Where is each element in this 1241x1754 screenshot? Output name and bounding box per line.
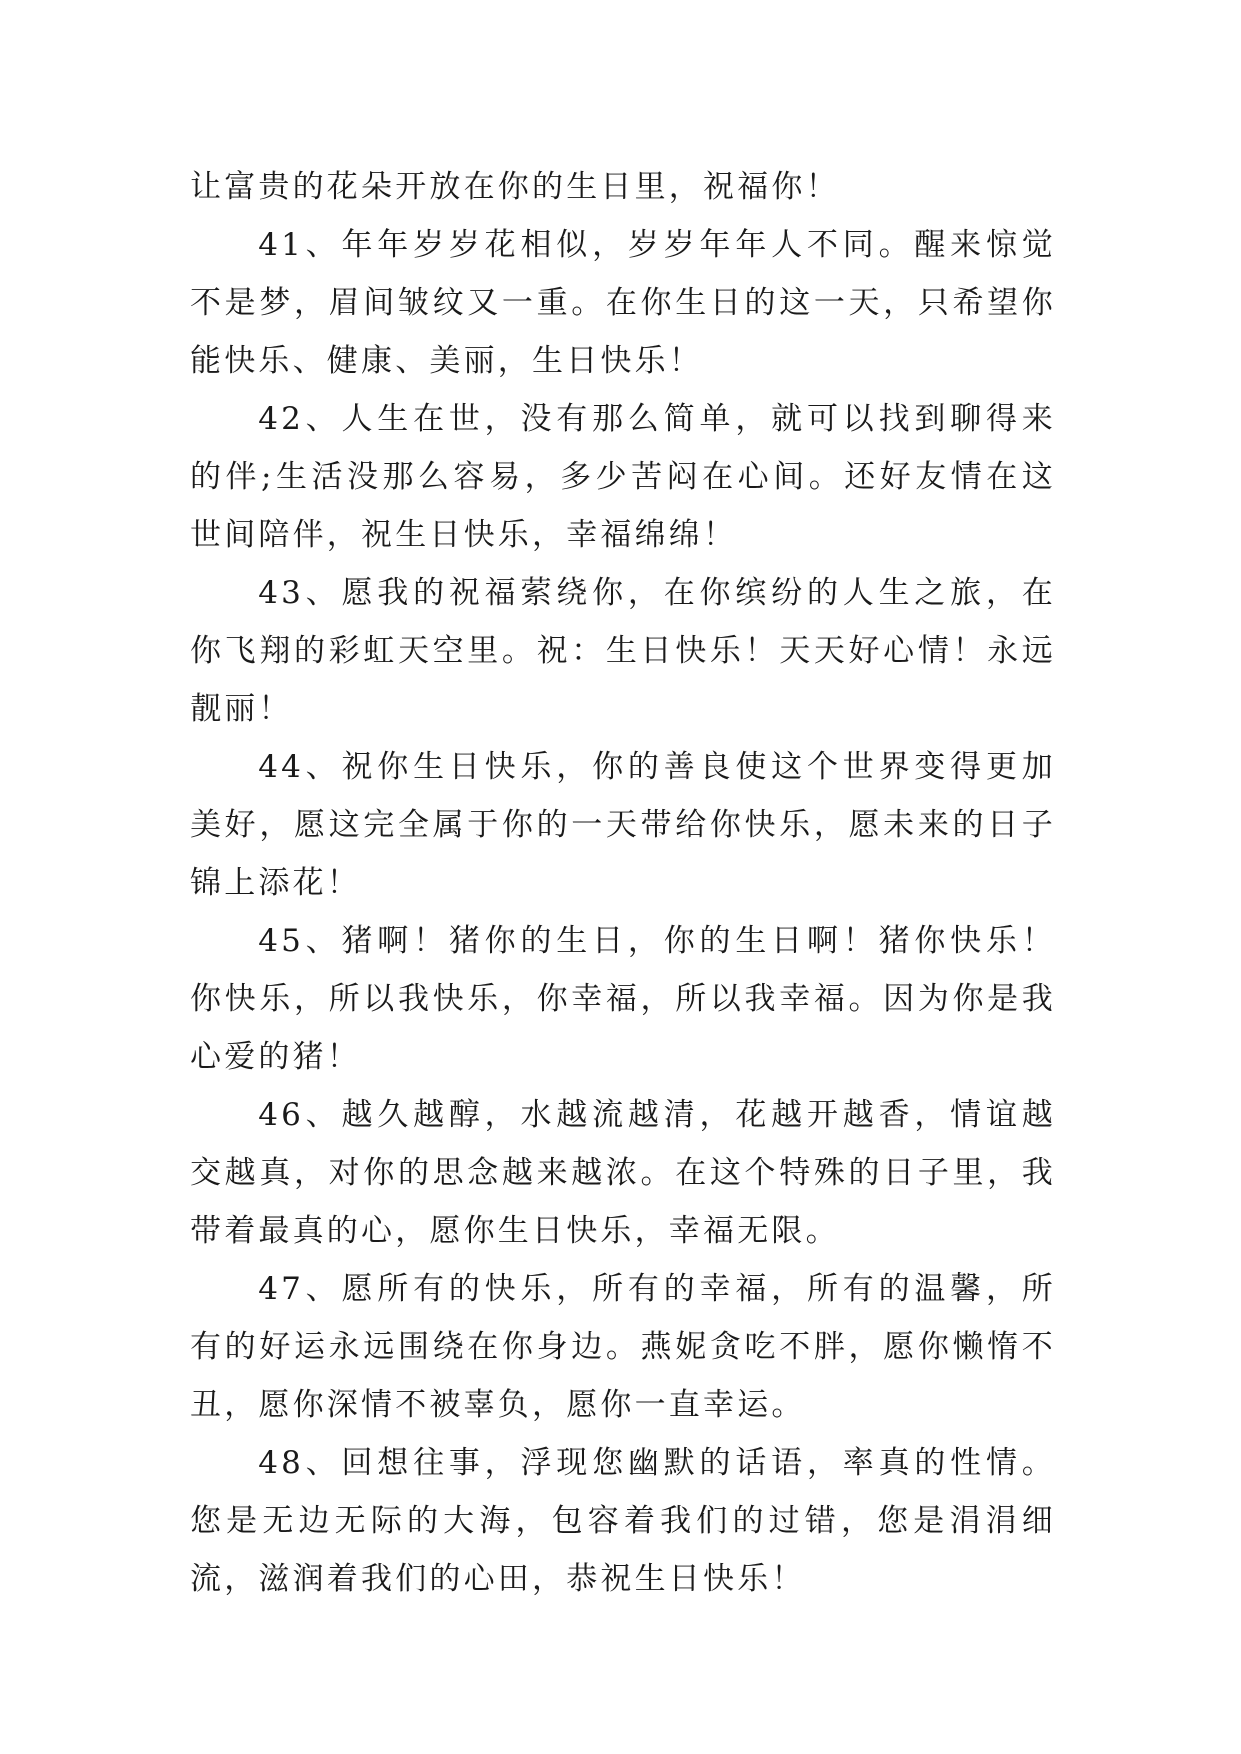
paragraph-48: 48、回想往事，浮现您幽默的话语，率真的性情。您是无边无际的大海，包容着我们的过错，您是涓涓细流，滋润着我们的心田，恭祝生日快乐！ bbox=[190, 1445, 1056, 1597]
paragraph-47: 47、愿所有的快乐，所有的幸福，所有的温馨，所有的好运永远围绕在你身边。燕妮贪吃不胖，愿你懒惰不丑，愿你深情不被辜负，愿你一直幸运。 bbox=[190, 1271, 1056, 1423]
paragraph-41: 41、年年岁岁花相似，岁岁年年人不同。醒来惊觉不是梦，眉间皱纹又一重。在你生日的这一天，只希望你能快乐、健康、美丽，生日快乐！ bbox=[190, 227, 1056, 379]
paragraph-43: 43、愿我的祝福萦绕你，在你缤纷的人生之旅，在你飞翔的彩虹天空里。祝：生日快乐！天天好心情！永远靓丽！ bbox=[190, 575, 1056, 727]
document-body bbox=[190, 158, 1056, 1608]
paragraph-continuation: 让富贵的花朵开放在你的生日里，祝福你！ bbox=[190, 169, 840, 205]
paragraph-45: 45、猪啊！猪你的生日，你的生日啊！猪你快乐！你快乐，所以我快乐，你幸福，所以我幸福。因为你是我心爱的猪！ bbox=[190, 923, 1056, 1075]
paragraph-42: 42、人生在世，没有那么简单，就可以找到聊得来的伴;生活没那么容易，多少苦闷在心间。还好友情在这世间陪伴，祝生日快乐，幸福绵绵！ bbox=[190, 401, 1056, 553]
paragraph-44: 44、祝你生日快乐，你的善良使这个世界变得更加美好，愿这完全属于你的一天带给你快乐，愿未来的日子锦上添花！ bbox=[190, 749, 1056, 901]
paragraph-46: 46、越久越醇，水越流越清，花越开越香，情谊越交越真，对你的思念越来越浓。在这个特殊的日子里，我带着最真的心，愿你生日快乐，幸福无限。 bbox=[190, 1097, 1056, 1249]
